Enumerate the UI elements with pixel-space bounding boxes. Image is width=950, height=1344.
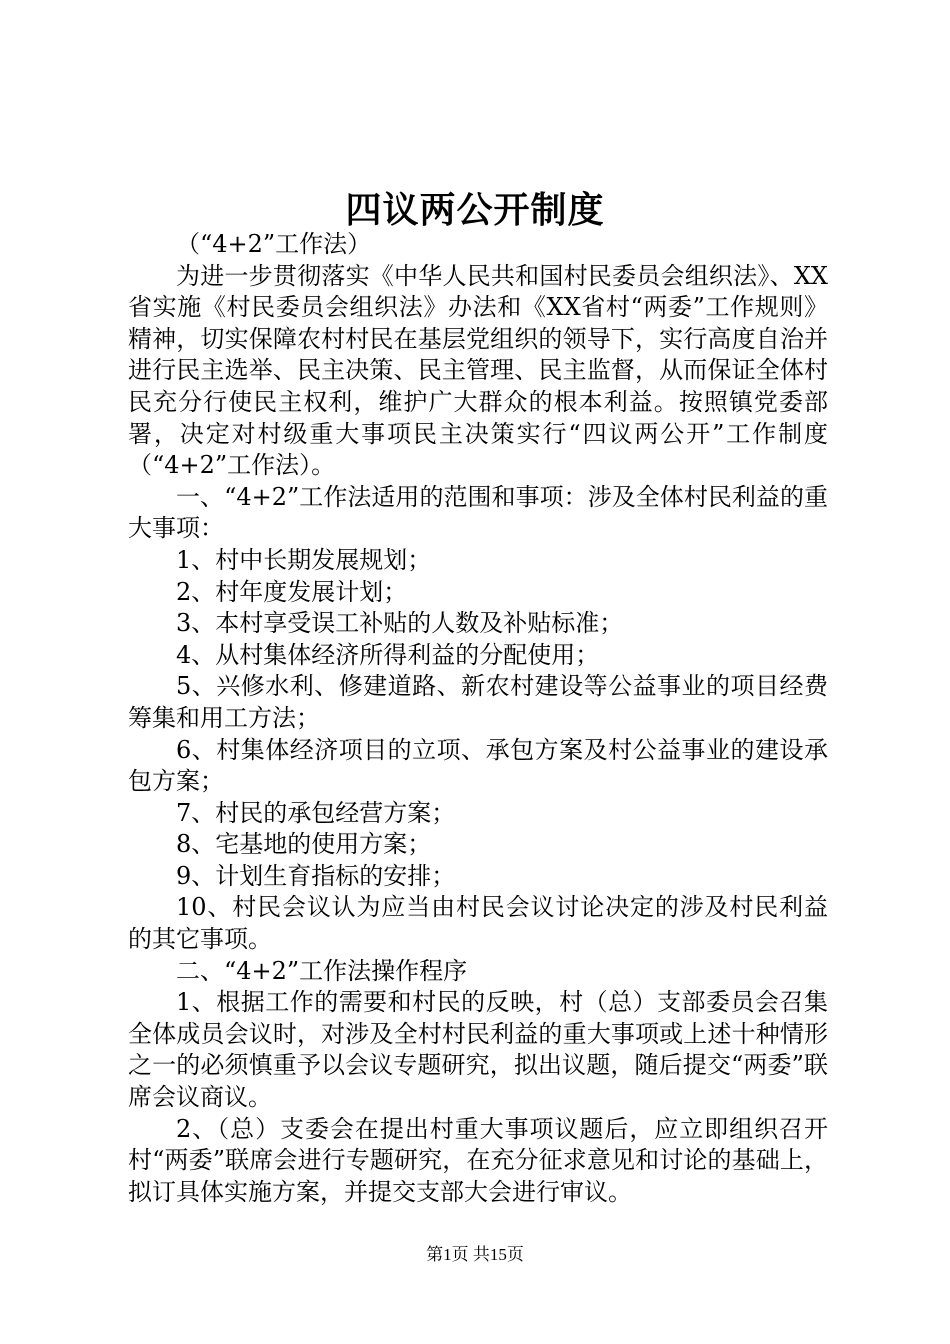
- intro-paragraph: 为进一步贯彻落实《中华人民共和国村民委员会组织法》、XX省实施《村民委员会组织法》办法和《XX省村“两委”工作规则》精神，切实保障农村村民在基层党组织的领导下，实行高度自治并进行民主选举、民主决策、民主管理、民主监督，从而保证全体村民充分行使民主权利，维护广大群众的根本利益。按照镇党委部署，决定对村级重大事项民主决策实行“四议两公开”工作制度（“4+2”工作法）。: [128, 261, 828, 480]
- section-heading-scope: 一、“4+2”工作法适用的范围和事项：涉及全体村民利益的重大事项：: [128, 482, 828, 543]
- list-item: 9、计划生育指标的安排；: [176, 861, 456, 890]
- list-item: 1、村中长期发展规划；: [176, 545, 432, 574]
- page-number-footer: 第1页 共15页: [426, 1245, 524, 1264]
- procedure-paragraph: 1、根据工作的需要和村民的反映，村（总）支部委员会召集全体成员会议时，对涉及全村村民利益的重大事项或上述十种情形之一的必须慎重予以会议专题研究，拟出议题，随后提交“两委”联席会议商议。: [128, 988, 828, 1112]
- subtitle-paragraph: （“4+2”工作法）: [176, 230, 372, 258]
- list-item: 6、村集体经济项目的立项、承包方案及村公益事业的建设承包方案；: [128, 735, 828, 796]
- procedure-paragraph: 2、（总）支委会在提出村重大事项议题后，应立即组织召开村“两委”联席会进行专题研究，在充分征求意见和讨论的基础上，拟订具体实施方案，并提交支部大会进行审议。: [128, 1114, 828, 1206]
- list-item: 8、宅基地的使用方案；: [176, 830, 432, 859]
- document-title: 四议两公开制度: [345, 189, 605, 231]
- section-heading-procedure: 二、“4+2”工作法操作程序: [176, 956, 468, 985]
- list-item: 4、从村集体经济所得利益的分配使用；: [176, 640, 600, 669]
- list-item: 10、村民会议认为应当由村民会议讨论决定的涉及村民利益的其它事项。: [128, 893, 828, 954]
- list-item: 2、村年度发展计划；: [176, 577, 408, 606]
- document-body: [128, 229, 828, 1208]
- list-item: 5、兴修水利、修建道路、新农村建设等公益事业的项目经费筹集和用工方法；: [128, 672, 828, 732]
- list-item: 3、本村享受误工补贴的人数及补贴标准；: [176, 609, 624, 638]
- list-item: 7、村民的承包经营方案；: [176, 798, 456, 827]
